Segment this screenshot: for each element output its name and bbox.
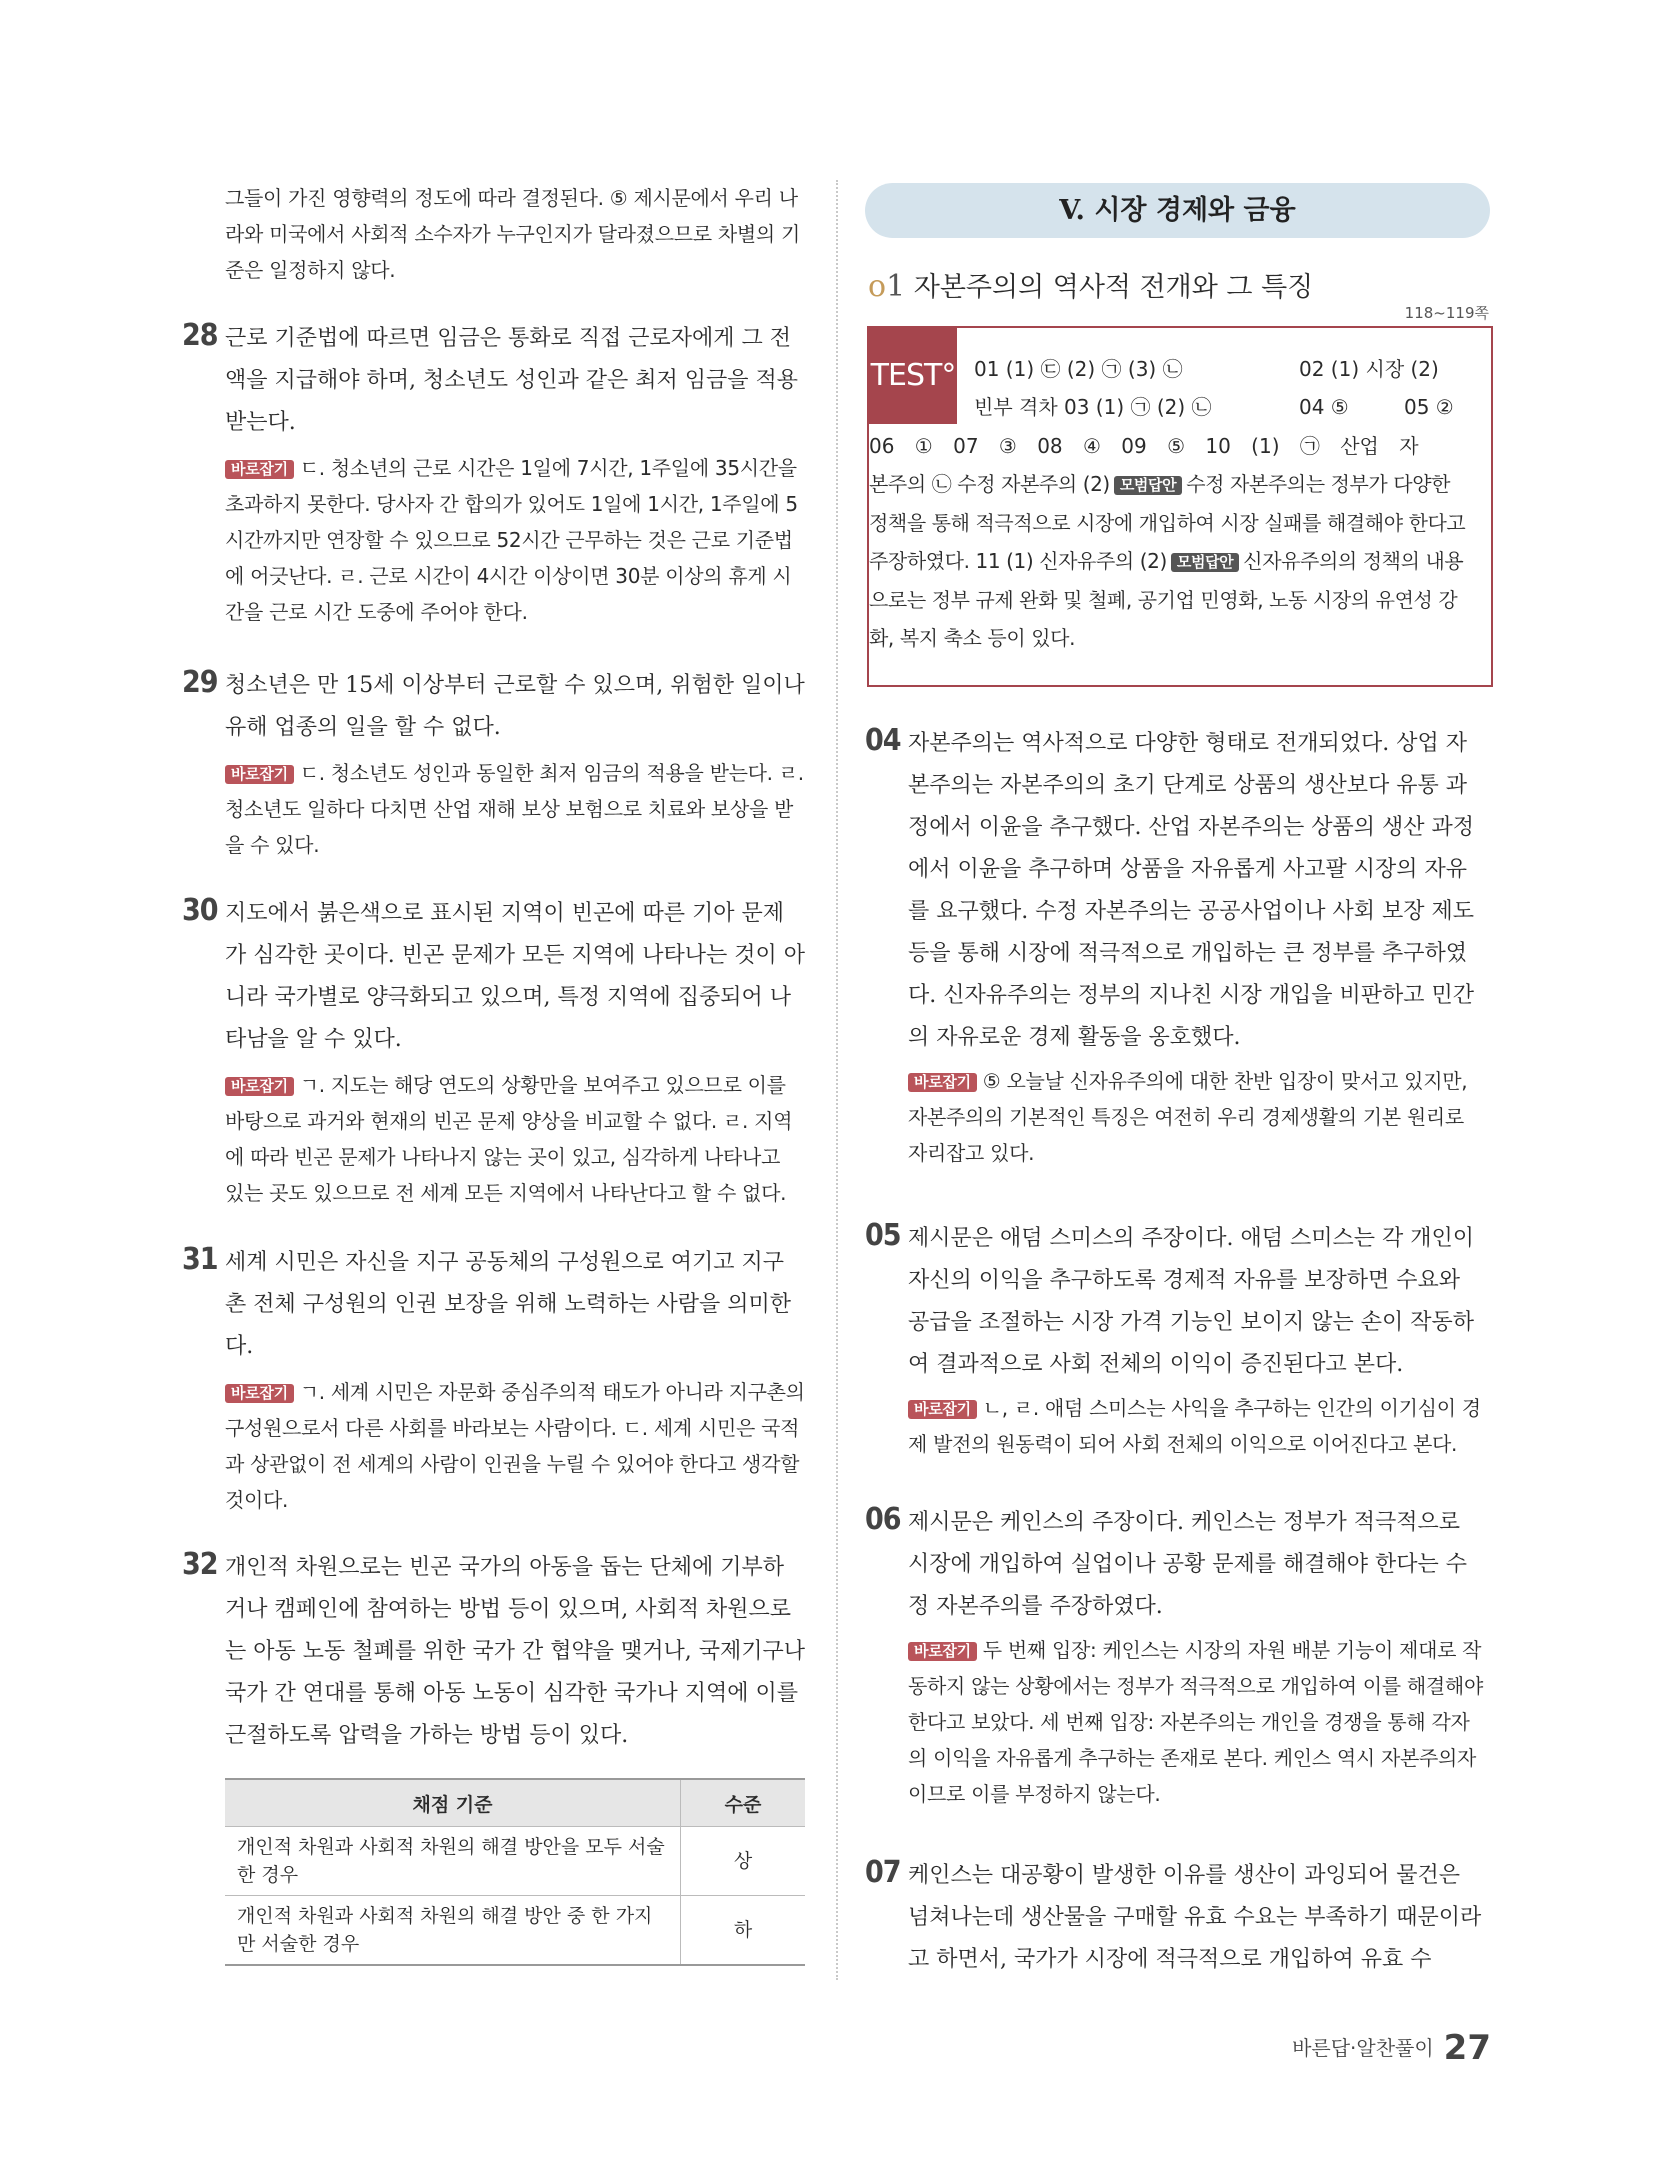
- correction-note: ㄱ. 세계 시민은 자문화 중심주의적 태도가 아니라 지구촌의 구성원으로서 다른 사회를 바라보는 사람이다. ㄷ. 세계 시민은 국적과 상관없이 전 세계의 사람이 인권을 누릴 수 있어야 한다고 생각할 것이다.: [225, 1380, 805, 1512]
- section-heading: [868, 265, 1313, 304]
- answer-text: 개인적 차원으로는 빈곤 국가의 아동을 돕는 단체에 기부하거나 캠페인에 참여하는 방법 등이 있으며, 사회적 차원으로는 아동 노동 철폐를 위한 국가 간 협약을 맺거나, 국제기구나 국가 간 연대를 통해 아동 노동이 심각한 국가나 지역에 이를 근절하도록 압력을 가하는 방법 등이 있다.: [225, 1555, 805, 1748]
- page-range: 118~119쪽: [1404, 304, 1489, 322]
- test-answer-box: [867, 326, 1493, 687]
- correction-note: ㄷ. 청소년의 근로 시간은 1일에 7시간, 1주일에 35시간을 초과하지 못한다. 당사자 간 합의가 있어도 1일에 1시간, 1주일에 5시간까지만 연장할 수 있으므로 52시간 근무하는 것은 근로 기준법에 어긋난다. ㄹ. 근로 시간이 4시간 이상이면 30분 이상의 휴게 시간을 근로 시간 도중에 주어야 한다.: [225, 456, 798, 624]
- question-number: 28: [182, 318, 218, 353]
- correction-tag: 바로잡기: [225, 1384, 294, 1403]
- answer-30: [182, 893, 805, 1211]
- test-line: 05 ②: [1404, 395, 1454, 419]
- answer-text: 제시문은 애덤 스미스의 주장이다. 애덤 스미스는 각 개인이 자신의 이익을 추구하도록 경제적 자유를 보장하면 수요와 공급을 조절하는 시장 가격 기능인 보이지 않는 손이 작동하여 결과적으로 사회 전체의 이익이 증진된다고 본다.: [908, 1226, 1474, 1377]
- test-line: 02 (1) 시장 (2): [1299, 357, 1439, 381]
- test-line: 빈부 격차 03 (1) ㉠ (2) ㉡: [974, 395, 1212, 419]
- table-cell: 상: [681, 1827, 806, 1896]
- test-line: 신자유주의의 정책의 내용으로는 정부 규제 완화 및 철폐, 공기업 민영화, 노동 시장의 유연성 강화, 복지 축소 등이 있다.: [869, 549, 1464, 650]
- table-row: [225, 1896, 805, 1966]
- chapter-banner: [865, 183, 1490, 238]
- section-title: 자본주의의 역사적 전개와 그 특징: [913, 272, 1314, 303]
- answer-31: [182, 1242, 805, 1518]
- column-divider: [836, 180, 838, 1980]
- test-line: 01 (1) ㉢ (2) ㉠ (3) ㉡: [974, 357, 1183, 381]
- answer-text: 지도에서 붉은색으로 표시된 지역이 빈곤에 따른 기아 문제가 심각한 곳이다. 빈곤 문제가 모든 지역에 나타나는 것이 아니라 국가별로 양극화되고 있으며, 특정 지역에 집중되어 나타남을 알 수 있다.: [225, 901, 805, 1052]
- answer-text: 제시문은 케인스의 주장이다. 케인스는 정부가 적극적으로 시장에 개입하여 실업이나 공황 문제를 해결해야 한다는 수정 자본주의를 주장하였다.: [908, 1510, 1468, 1619]
- chapter-title: 시장 경제와 금융: [1094, 195, 1296, 226]
- section-number: 1: [886, 269, 906, 304]
- table-header-level: 수준: [681, 1779, 806, 1827]
- table-cell: 개인적 차원과 사회적 차원의 해결 방안을 모두 서술한 경우: [225, 1827, 681, 1896]
- correction-note: 두 번째 입장: 케인스는 시장의 자원 배분 기능이 제대로 작동하지 않는 상황에서는 정부가 적극적으로 개입하여 이를 해결해야 한다고 보았다. 세 번째 입장: 자본주의는 개인을 경쟁을 통해 각자의 이익을 자유롭게 추구하는 존재로 본다. 케인스 역시 자본주의자이므로 이를 부정하지 않는다.: [908, 1638, 1483, 1806]
- answer-text: 청소년은 만 15세 이상부터 근로할 수 있으며, 위험한 일이나 유해 업종의 일을 할 수 없다.: [225, 673, 805, 740]
- test-line: 04 ⑤: [1299, 395, 1349, 419]
- table-cell: 하: [681, 1896, 806, 1966]
- question-number: 31: [182, 1242, 218, 1277]
- correction-note: ㄱ. 지도는 해당 연도의 상황만을 보여주고 있으므로 이를 바탕으로 과거와 현재의 빈곤 문제 양상을 비교할 수 없다. ㄹ. 지역에 따라 빈곤 문제가 나타나지 않는 곳이 있고, 심각하게 나타나고 있는 곳도 있으므로 전 세계 모든 지역에서 나타난다고 할 수 없다.: [225, 1073, 793, 1205]
- chapter-roman: V.: [1059, 195, 1085, 226]
- correction-tag: 바로잡기: [225, 765, 294, 784]
- answer-29: [182, 665, 805, 863]
- section-bullet-icon: o: [868, 269, 887, 304]
- correction-tag: 바로잡기: [908, 1400, 977, 1419]
- answer-28: [182, 318, 805, 630]
- correction-note: ㄷ. 청소년도 성인과 동일한 최저 임금의 적용을 받는다. ㄹ. 청소년도 일하다 다치면 산업 재해 보상 보험으로 치료와 보상을 받을 수 있다.: [225, 761, 804, 857]
- question-number: 30: [182, 893, 218, 928]
- correction-tag: 바로잡기: [908, 1642, 977, 1661]
- table-cell: 개인적 차원과 사회적 차원의 해결 방안 중 한 가지만 서술한 경우: [225, 1896, 681, 1966]
- test-badge: TEST°: [869, 328, 957, 424]
- test-line: 수정 자본주의는 정부가 다양한 정책을 통해 적극적으로 시장에 개입하여 시장 실패를 해결해야 한다고 주장하였다. 11 (1) 신자유주의 (2): [869, 472, 1466, 573]
- answer-05: [865, 1218, 1488, 1462]
- answer-text: 케인스는 대공황이 발생한 이유를 생산이 과잉되어 물건은 넘쳐나는데 생산물을 구매할 유효 수요는 부족하기 때문이라고 하면서, 국가가 시장에 적극적으로 개입하여 유효 수: [908, 1863, 1482, 1972]
- question-number: 07: [865, 1855, 901, 1890]
- question-number: 05: [865, 1218, 901, 1253]
- footer-label: 바른답·알찬풀이: [1292, 2036, 1434, 2060]
- table-row: [225, 1827, 805, 1896]
- test-paragraph: [869, 465, 1469, 658]
- correction-tag: 바로잡기: [908, 1073, 977, 1092]
- question-number: 04: [865, 723, 901, 758]
- question-number: 32: [182, 1547, 218, 1582]
- correction-note: ⑤ 오늘날 신자유주의에 대한 찬반 입장이 맞서고 있지만, 자본주의의 기본적인 특징은 여전히 우리 경제생활의 기본 원리로 자리잡고 있다.: [908, 1069, 1468, 1165]
- model-answer-tag: 모범답안: [1114, 476, 1182, 495]
- answer-07: [865, 1855, 1488, 1981]
- page-number: 27: [1443, 2028, 1491, 2068]
- intro-paragraph: 그들이 가진 영향력의 정도에 따라 결정된다. ⑤ 제시문에서 우리 나라와 미국에서 사회적 소수자가 누구인지가 달라졌으므로 차별의 기준은 일정하지 않다.: [225, 186, 800, 282]
- answer-32: [182, 1547, 805, 1757]
- scoring-table: [225, 1778, 805, 1966]
- answer-04: [865, 723, 1488, 1171]
- table-header-criteria: 채점 기준: [225, 1779, 681, 1827]
- question-number: 06: [865, 1502, 901, 1537]
- answer-text: 자본주의는 역사적으로 다양한 형태로 전개되었다. 상업 자본주의는 자본주의의 초기 단계로 상품의 생산보다 유통 과정에서 이윤을 추구했다. 산업 자본주의는 상품의 생산 과정에서 이윤을 추구하며 상품을 자유롭게 사고팔 시장의 자유를 요구했다. 수정 자본주의는 공공사업이나 사회 보장 제도 등을 통해 시장에 적극적으로 개입하는 큰 정부를 추구하였다. 신자유주의는 정부의 지나친 시장 개입을 비판하고 민간의 자유로운 경제 활동을 옹호했다.: [908, 731, 1474, 1050]
- answer-06: [865, 1502, 1488, 1812]
- question-number: 29: [182, 665, 218, 700]
- correction-note: ㄴ, ㄹ. 애덤 스미스는 사익을 추구하는 인간의 이기심이 경제 발전의 원동력이 되어 사회 전체의 이익으로 이어진다고 본다.: [908, 1396, 1481, 1456]
- model-answer-tag: 모범답안: [1171, 553, 1239, 572]
- test-line: 본주의 ㉡ 수정 자본주의 (2): [869, 472, 1110, 496]
- answer-text: 세계 시민은 자신을 지구 공동체의 구성원으로 여기고 지구촌 전체 구성원의 인권 보장을 위해 노력하는 사람을 의미한다.: [225, 1250, 791, 1359]
- correction-tag: 바로잡기: [225, 460, 294, 479]
- test-line: 06 ① 07 ③ 08 ④ 09 ⑤ 10 (1) ㉠ 산업 자: [869, 434, 1419, 458]
- page-footer: [1292, 2028, 1491, 2068]
- answer-text: 근로 기준법에 따르면 임금은 통화로 직접 근로자에게 그 전액을 지급해야 하며, 청소년도 성인과 같은 최저 임금을 적용받는다.: [225, 326, 798, 435]
- correction-tag: 바로잡기: [225, 1077, 294, 1096]
